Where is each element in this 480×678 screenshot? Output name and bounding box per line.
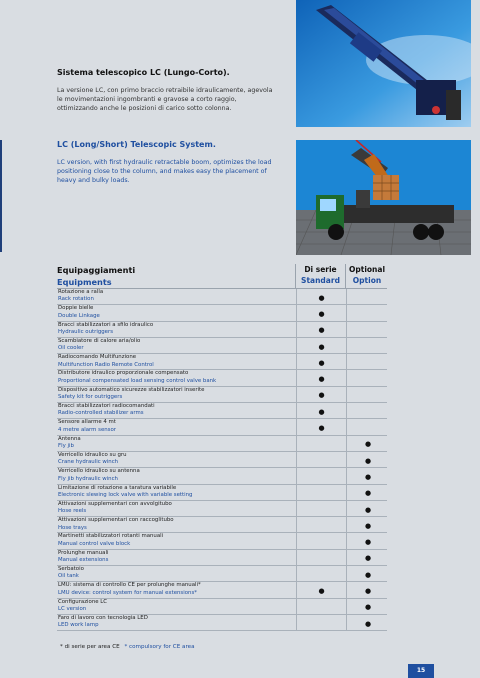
italian-title: Sistema telescopico LC (Lungo-Corto).	[57, 68, 230, 77]
row-label-it: Attivazioni supplementari con avvolgitubo	[58, 500, 172, 507]
optional-dot-icon: ●	[364, 456, 372, 465]
row-description	[57, 370, 296, 385]
row-description	[57, 501, 296, 516]
row-label-en: Hydraulic outriggers	[58, 329, 114, 335]
row-label-en: LMU device: control system for manual extensions*	[58, 589, 197, 596]
row-optional-cell	[346, 501, 389, 516]
row-optional-cell	[346, 387, 389, 402]
table-row	[57, 403, 387, 419]
english-title: LC (Long/Short) Telescopic System.	[57, 140, 216, 149]
optional-dot-icon: ●	[364, 570, 372, 579]
row-optional-cell	[346, 354, 389, 369]
row-standard-cell	[296, 517, 346, 532]
optional-dot-icon: ●	[364, 603, 372, 612]
row-standard-cell	[296, 485, 346, 500]
crane-boom-photo	[296, 0, 471, 127]
row-description	[57, 517, 296, 532]
standard-dot-icon: ●	[318, 391, 325, 400]
table-row	[57, 387, 387, 403]
row-description	[57, 305, 296, 320]
table-row	[57, 599, 387, 615]
standard-dot-icon: ●	[318, 309, 325, 318]
table-row	[57, 354, 387, 370]
row-standard-cell	[296, 468, 346, 483]
row-label-en: 4 metre alarm sensor	[58, 426, 117, 433]
header-standard-it: Di serie	[304, 265, 337, 274]
row-description	[57, 387, 296, 402]
table-row	[57, 566, 387, 582]
header-optional-it: Optional	[348, 265, 386, 274]
row-label-it: Radiocomando Multifunzione	[58, 354, 137, 361]
row-label-en: Crane hydraulic winch	[58, 459, 119, 466]
table-row	[57, 485, 387, 501]
header-equipment-en: Equipments	[57, 277, 112, 287]
header-standard-en: Standard	[301, 276, 340, 285]
row-optional-cell	[346, 436, 389, 451]
row-optional-cell	[346, 452, 389, 467]
footnote-en: * compulsory for CE area	[124, 644, 195, 650]
table-row	[57, 322, 387, 338]
truck-crane-photo	[296, 140, 471, 255]
footnote-it: * di serie per area CE	[60, 644, 120, 650]
standard-dot-icon: ●	[318, 358, 325, 367]
row-standard-cell	[296, 322, 346, 337]
table-row	[57, 615, 387, 631]
row-label-en: Rack rotation	[58, 296, 94, 303]
optional-dot-icon: ●	[364, 554, 372, 563]
table-row	[57, 289, 387, 305]
row-label-it: Configurazione LC	[58, 598, 108, 605]
row-label-en: Oil tank	[58, 573, 79, 580]
row-standard-cell	[296, 599, 346, 614]
header-standard	[295, 264, 345, 288]
accent-bar	[0, 140, 2, 252]
row-label-en: Fly jib hydraulic winch	[58, 475, 118, 482]
row-label-en: Hose trays	[58, 524, 87, 531]
row-standard-cell	[296, 615, 346, 630]
table-row	[57, 419, 387, 435]
page-number-badge	[408, 664, 434, 678]
row-standard-cell	[296, 501, 346, 516]
header-optional-en: Option	[352, 276, 382, 285]
optional-dot-icon: ●	[364, 489, 372, 498]
standard-dot-icon: ●	[318, 293, 325, 302]
row-optional-cell	[346, 566, 389, 581]
row-label-en: Radio-controlled stabilizer arms	[58, 410, 144, 417]
row-label-it: Faro di lavoro con tecnologia LED	[58, 614, 148, 621]
row-description	[57, 289, 296, 304]
optional-dot-icon: ●	[364, 586, 372, 595]
table-row	[57, 468, 387, 484]
row-label-en: Hose reels	[58, 508, 87, 515]
row-standard-cell	[296, 338, 346, 353]
row-description	[57, 338, 296, 353]
row-label-it: Verricello idraulico su antenna	[58, 468, 140, 475]
row-label-en: Manual extensions	[58, 557, 109, 564]
row-description	[57, 419, 296, 434]
row-description	[57, 582, 296, 597]
table-row	[57, 517, 387, 533]
row-label-it: Sensore allarme 4 mt	[58, 419, 116, 426]
row-standard-cell	[296, 289, 346, 304]
standard-dot-icon: ●	[318, 375, 325, 384]
table-row	[57, 452, 387, 468]
row-label-it: Attivazioni supplementari con raccoglitubo	[58, 517, 174, 524]
row-optional-cell	[346, 550, 389, 565]
row-label-it: Limitazione di rotazione a taratura variabile	[58, 484, 177, 491]
row-label-en: Double Linkage	[58, 312, 100, 319]
row-standard-cell	[296, 550, 346, 565]
row-label-it: Distributore idraulico proporzionale compensato	[58, 370, 189, 377]
row-description	[57, 615, 296, 630]
row-optional-cell	[346, 322, 389, 337]
optional-dot-icon: ●	[364, 537, 372, 546]
row-description	[57, 468, 296, 483]
italian-body-text: La versione LC, con primo braccio retraibile idraulicamente, agevola le movimentazioni ingombranti e gravose a corto raggio, ottimizzando anche le posizioni di carico sotto colonna.	[57, 87, 273, 112]
row-optional-cell	[346, 485, 389, 500]
row-standard-cell	[296, 305, 346, 320]
table-row	[57, 305, 387, 321]
table-header	[57, 264, 387, 289]
optional-dot-icon: ●	[364, 472, 372, 481]
row-optional-cell	[346, 305, 389, 320]
page-number: 15	[416, 667, 426, 674]
header-optional	[345, 264, 388, 288]
row-optional-cell	[346, 517, 389, 532]
row-label-en: Safety kit for outriggers	[58, 394, 123, 401]
row-description	[57, 566, 296, 581]
row-optional-cell	[346, 338, 389, 353]
optional-dot-icon: ●	[364, 440, 372, 449]
row-label-it: Bracci stabilizzatori a sfilo idraulico	[58, 321, 154, 328]
row-optional-cell	[346, 289, 389, 304]
row-label-en: Electronic slewing lock valve with variable setting	[58, 491, 193, 498]
row-standard-cell	[296, 370, 346, 385]
row-description	[57, 485, 296, 500]
row-description	[57, 599, 296, 614]
row-label-it: Verricello idraulico su gru	[58, 451, 127, 458]
row-label-it: Doppie bielle	[58, 305, 94, 312]
row-standard-cell	[296, 419, 346, 434]
row-standard-cell	[296, 436, 346, 451]
row-standard-cell	[296, 452, 346, 467]
table-row	[57, 533, 387, 549]
row-standard-cell	[296, 354, 346, 369]
row-label-it: Bracci stabilizzatori radiocomandati	[58, 403, 155, 410]
table-row	[57, 436, 387, 452]
table-row	[57, 582, 387, 598]
row-label-it: Martinetti stabilizzatori rotanti manuali	[58, 533, 164, 540]
row-description	[57, 322, 296, 337]
table-body	[57, 289, 387, 631]
optional-dot-icon: ●	[364, 619, 372, 628]
row-label-it: Scambiatore di calore aria/olio	[58, 337, 141, 344]
row-label-it: LMU: sistema di controllo CE per prolunghe manuali*	[58, 582, 201, 589]
row-label-en: LED work lamp	[58, 622, 99, 629]
table-row	[57, 370, 387, 386]
row-label-en: Multifunction Radio Remote Control	[58, 361, 154, 368]
standard-dot-icon: ●	[318, 342, 325, 351]
row-label-en: Fly jib	[58, 443, 74, 450]
row-label-it: Dispositivo automatico sicurezze stabilizzatori inserite	[58, 386, 205, 393]
row-label-en: Proportional compensated load sensing control valve bank	[58, 377, 217, 384]
row-optional-cell	[346, 370, 389, 385]
row-optional-cell	[346, 403, 389, 418]
row-standard-cell	[296, 566, 346, 581]
row-optional-cell	[346, 533, 389, 548]
row-optional-cell	[346, 615, 389, 630]
header-equipment-it: Equipaggiamenti	[57, 265, 136, 275]
table-row	[57, 338, 387, 354]
equipment-table	[57, 264, 387, 631]
row-standard-cell	[296, 387, 346, 402]
header-equipment	[57, 264, 295, 288]
row-standard-cell	[296, 582, 346, 597]
optional-dot-icon: ●	[364, 505, 372, 514]
standard-dot-icon: ●	[318, 586, 325, 595]
row-description	[57, 452, 296, 467]
standard-dot-icon: ●	[318, 326, 325, 335]
row-description	[57, 354, 296, 369]
standard-dot-icon: ●	[318, 407, 325, 416]
row-description	[57, 403, 296, 418]
row-optional-cell	[346, 419, 389, 434]
row-label-en: LC version	[58, 606, 87, 613]
row-optional-cell	[346, 468, 389, 483]
english-body-text: LC version, with first hydraulic retractable boom, optimizes the load positioning close to the column, and makes easy the placement of heavy and bulky loads.	[57, 159, 272, 184]
row-description	[57, 436, 296, 451]
row-description	[57, 533, 296, 548]
row-label-it: Prolunghe manuali	[58, 549, 109, 556]
row-description	[57, 550, 296, 565]
row-label-it: Antenna	[58, 435, 81, 442]
row-label-en: Manual control valve block	[58, 540, 131, 547]
standard-dot-icon: ●	[318, 423, 325, 432]
row-standard-cell	[296, 403, 346, 418]
optional-dot-icon: ●	[364, 521, 372, 530]
row-label-it: Rotazione a ralla	[58, 289, 104, 295]
row-label-en: Oil cooler	[58, 345, 84, 352]
table-row	[57, 550, 387, 566]
row-label-it: Serbatoio	[58, 566, 84, 573]
row-standard-cell	[296, 533, 346, 548]
row-optional-cell	[346, 599, 389, 614]
footnote	[60, 644, 195, 650]
row-optional-cell	[346, 582, 389, 597]
table-row	[57, 501, 387, 517]
